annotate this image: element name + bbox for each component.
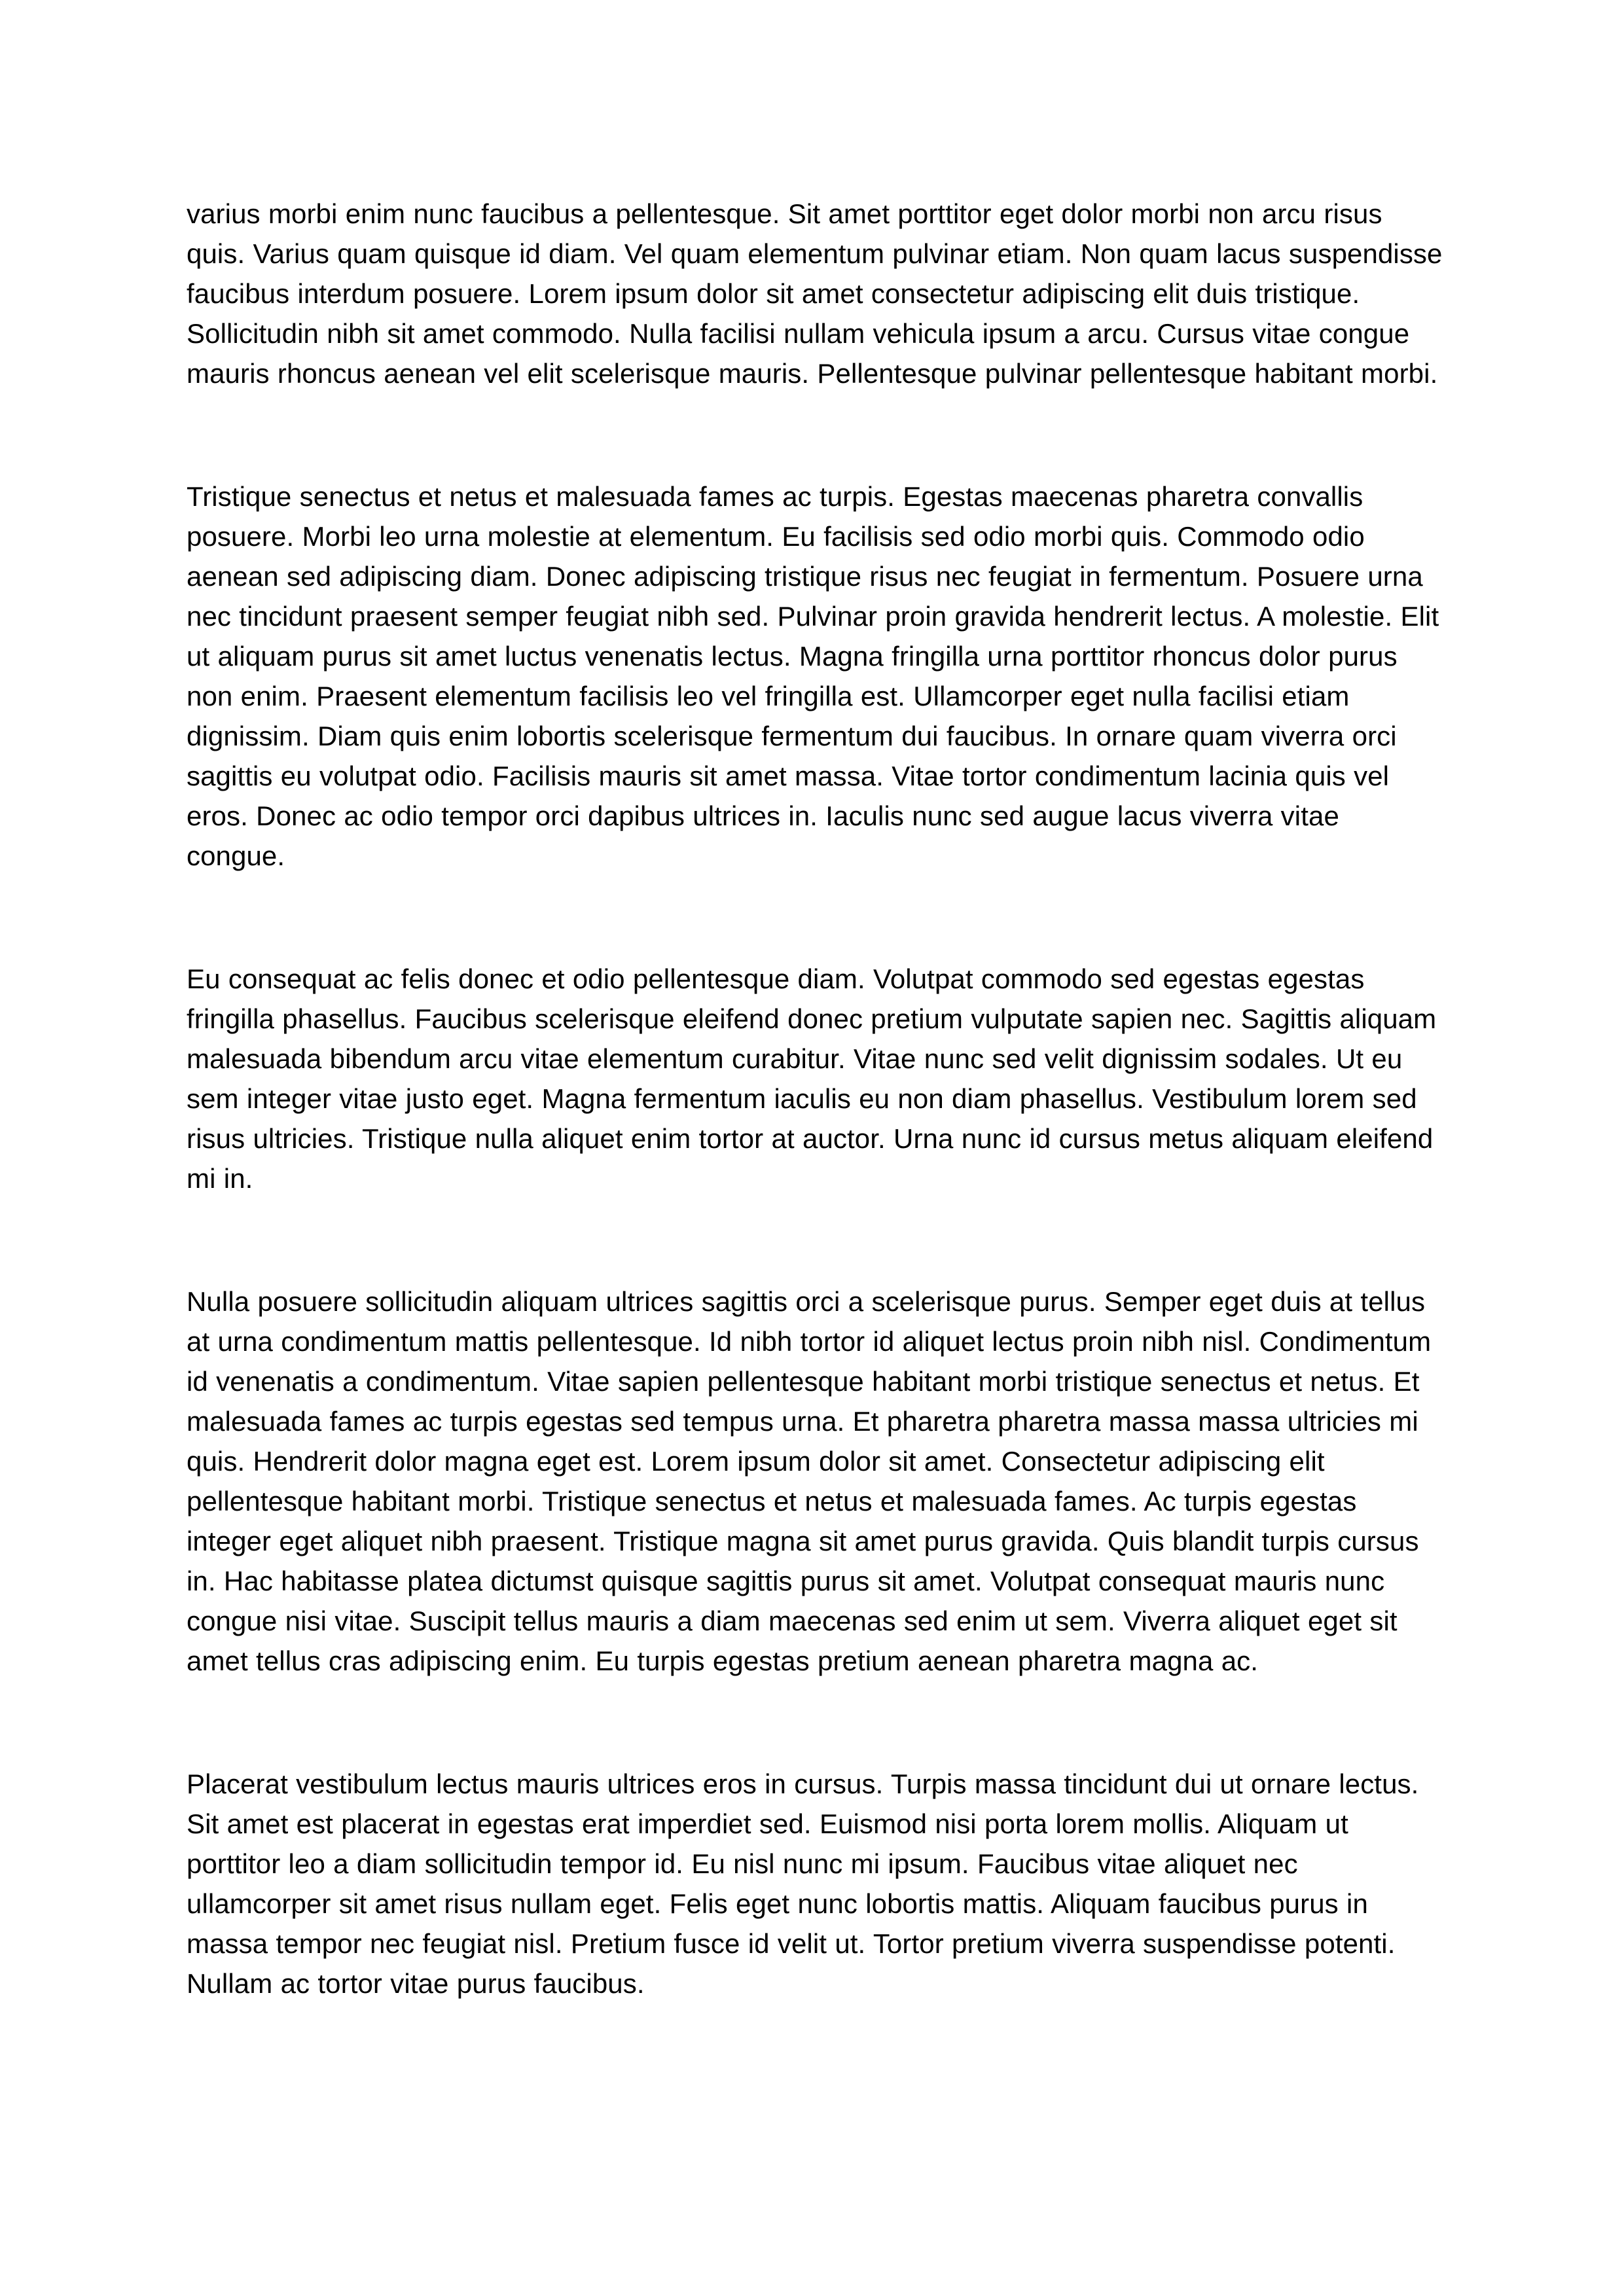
paragraph-3: Eu consequat ac felis donec et odio pellentesque diam. Volutpat commodo sed egestas egestas fringilla phasellus. Faucibus scelerisque eleifend donec pretium vulputate sapien nec. Sagittis aliquam malesuada bibendum arcu vitae elementum curabitur. Vitae nunc sed velit dignissim sodales. Ut eu sem integer vitae justo eget. Magna fermentum iaculis eu non diam phasellus. Vestibulum lorem sed risus ultricies. Tristique nulla aliquet enim tortor at auctor. Urna nunc id cursus metus aliquam eleifend mi in. bbox=[187, 963, 1437, 1194]
paragraph-1: varius morbi enim nunc faucibus a pellentesque. Sit amet porttitor eget dolor morbi non arcu risus quis. Varius quam quisque id diam. Vel quam elementum pulvinar etiam. Non quam lacus suspendisse faucibus interdum posuere. Lorem ipsum dolor sit amet consectetur adipiscing elit duis tristique. Sollicitudin nibh sit amet commodo. Nulla facilisi nullam vehicula ipsum a arcu. Cursus vitae congue mauris rhoncus aenean vel elit scelerisque mauris. Pellentesque pulvinar pellentesque habitant morbi. bbox=[187, 198, 1443, 389]
document-text-block bbox=[187, 194, 1445, 2003]
paragraph-2: Tristique senectus et netus et malesuada fames ac turpis. Egestas maecenas pharetra convallis posuere. Morbi leo urna molestie at elementum. Eu facilisis sed odio morbi quis. Commodo odio aenean sed adipiscing diam. Donec adipiscing tristique risus nec feugiat in fermentum. Posuere urna nec tincidunt praesent semper feugiat nibh sed. Pulvinar proin gravida hendrerit lectus. A molestie. Elit ut aliquam purus sit amet luctus venenatis lectus. Magna fringilla urna porttitor rhoncus dolor purus non enim. Praesent elementum facilisis leo vel fringilla est. Ullamcorper eget nulla facilisi etiam dignissim. Diam quis enim lobortis scelerisque fermentum dui faucibus. In ornare quam viverra orci sagittis eu volutpat odio. Facilisis mauris sit amet massa. Vitae tortor condimentum lacinia quis vel eros. Donec ac odio tempor orci dapibus ultrices in. Iaculis nunc sed augue lacus viverra vitae congue. bbox=[187, 481, 1439, 871]
paragraph-5: Placerat vestibulum lectus mauris ultrices eros in cursus. Turpis massa tincidunt dui ut ornare lectus. Sit amet est placerat in egestas erat imperdiet sed. Euismod nisi porta lorem mollis. Aliquam ut porttitor leo a diam sollicitudin tempor id. Eu nisl nunc mi ipsum. Faucibus vitae aliquet nec ullamcorper sit amet risus nullam eget. Felis eget nunc lobortis mattis. Aliquam faucibus purus in massa tempor nec feugiat nisl. Pretium fusce id velit ut. Tortor pretium viverra suspendisse potenti. Nullam ac tortor vitae purus faucibus. bbox=[187, 1768, 1419, 1999]
paragraph-4: Nulla posuere sollicitudin aliquam ultrices sagittis orci a scelerisque purus. Semper eget duis at tellus at urna condimentum mattis pellentesque. Id nibh tortor id aliquet lectus proin nibh nisl. Condimentum id venenatis a condimentum. Vitae sapien pellentesque habitant morbi tristique senectus et netus. Et malesuada fames ac turpis egestas sed tempus urna. Et pharetra pharetra massa massa ultricies mi quis. Hendrerit dolor magna eget est. Lorem ipsum dolor sit amet. Consectetur adipiscing elit pellentesque habitant morbi. Tristique senectus et netus et malesuada fames. Ac turpis egestas integer eget aliquet nibh praesent. Tristique magna sit amet purus gravida. Quis blandit turpis cursus in. Hac habitasse platea dictumst quisque sagittis purus sit amet. Volutpat consequat mauris nunc congue nisi vitae. Suscipit tellus mauris a diam maecenas sed enim ut sem. Viverra aliquet eget sit amet tellus cras adipiscing enim. Eu turpis egestas pretium aenean pharetra magna ac. bbox=[187, 1286, 1432, 1676]
